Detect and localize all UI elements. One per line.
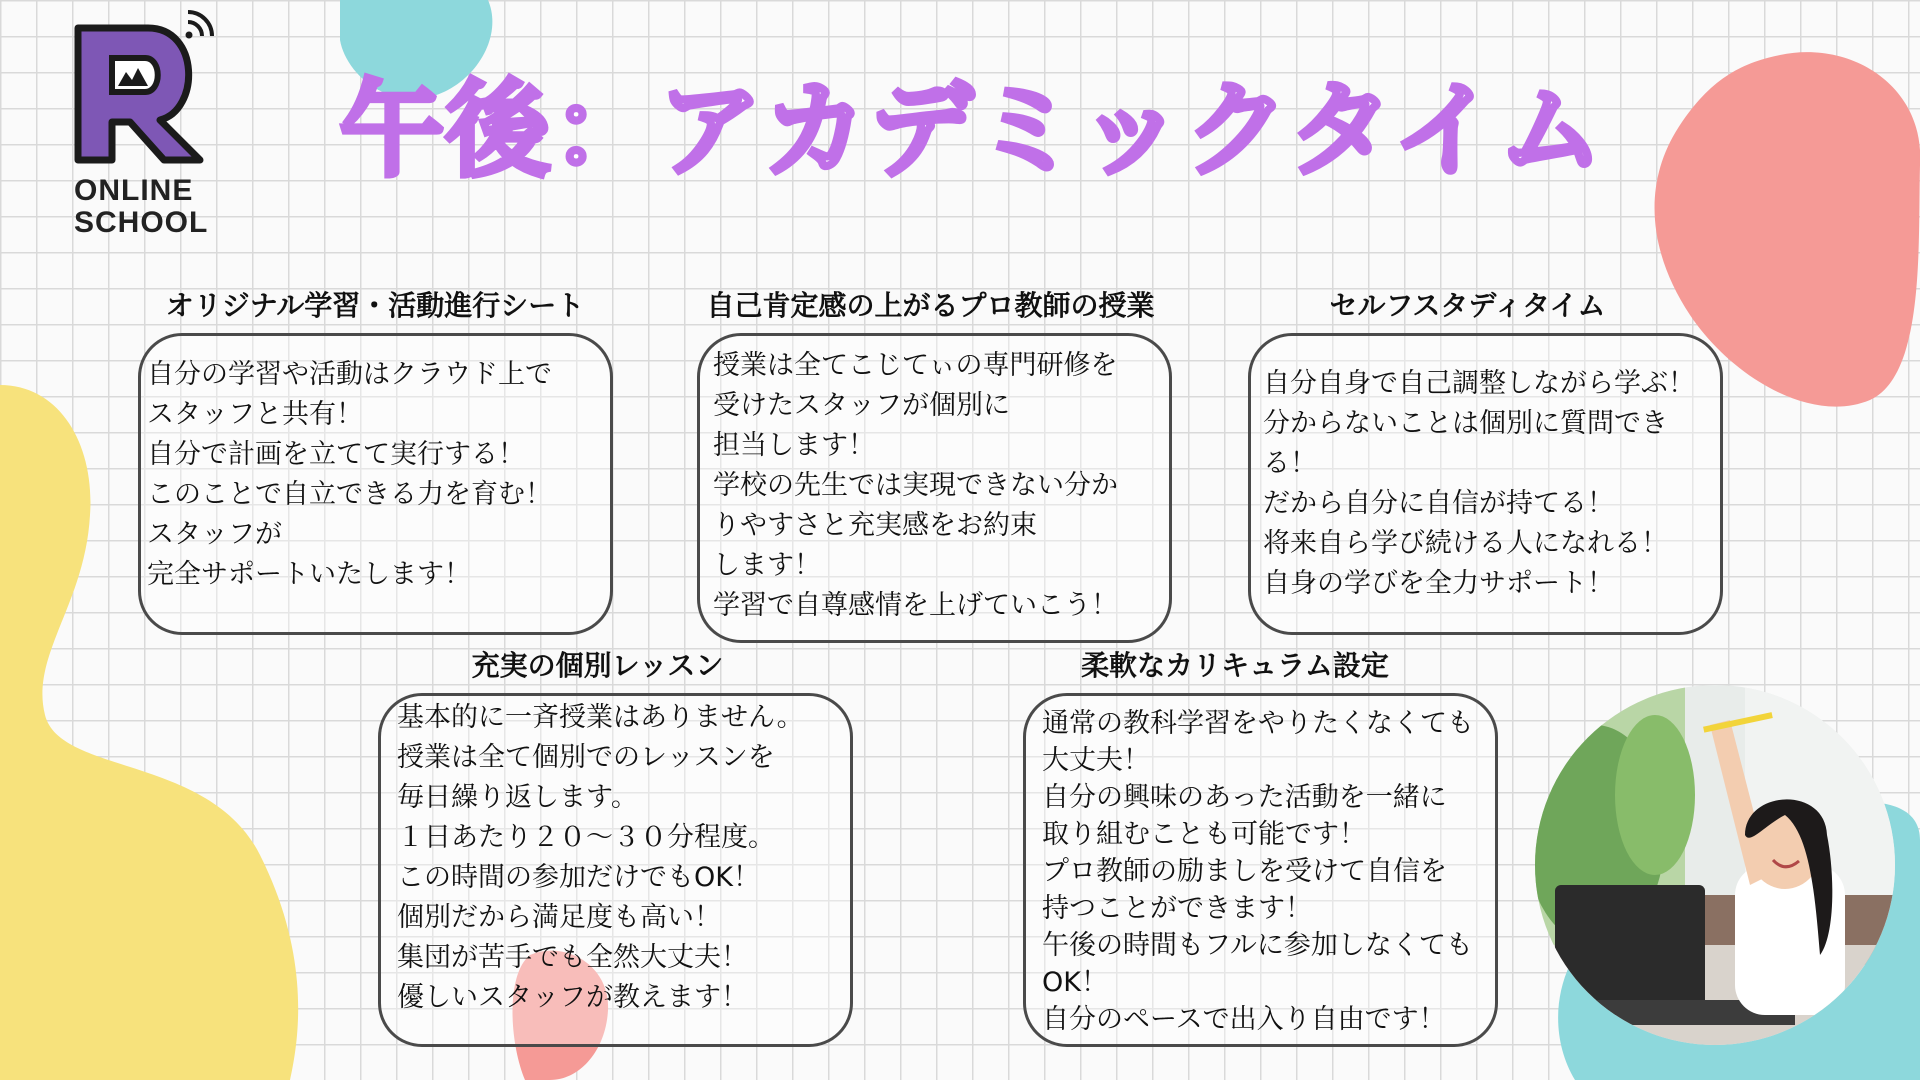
logo-line-2: SCHOOL [74,206,209,239]
section-text-line: プロ教師の励ましを受けて自信を [1042,856,1447,887]
section-text-line: 基本的に一斉授業はありません。 [397,702,804,733]
section-box-individual-lesson [378,693,853,1047]
section-text-line: りやすさと充実感をお約束 [713,510,1037,541]
section-text-line: 授業は全て個別でのレッスンを [397,742,775,773]
section-box-flexible-curriculum [1023,693,1498,1047]
student-at-laptop-image [1535,685,1895,1045]
section-text-line: 完全サポートいたします！ [147,559,471,590]
section-heading-pro-teacher: 自己肯定感の上がるプロ教師の授業 [706,289,1155,322]
section-text-line: します！ [713,550,821,581]
section-text-line: このことで自立できる力を育む！ [147,479,552,510]
section-text-line: 担当します！ [713,430,875,461]
section-text-line: この時間の参加だけでもOK！ [397,862,760,893]
section-text-line: 午後の時間もフルに参加しなくても [1042,930,1473,961]
section-box-self-study [1248,333,1723,635]
section-text-line: 自分自身で自己調整しながら学ぶ！ [1263,368,1695,399]
section-text-line: 学校の先生では実現できない分か [713,470,1118,501]
logo-text [74,175,208,239]
section-text-line: 受けたスタッフが個別に [713,390,1010,421]
section-heading-learning-sheet: オリジナル学習・活動進行シート [165,289,585,322]
section-text-line: １日あたり２０～３０分程度。 [397,822,775,853]
section-text-line: 通常の教科学習をやりたくなくても [1042,708,1474,739]
section-text-line: 個別だから満足度も高い！ [397,902,721,933]
section-text-line: スタッフが [147,519,282,550]
section-text-line: 自分で計画を立てて実行する！ [147,439,525,470]
section-text-line: 毎日繰り返します。 [397,782,638,813]
section-text-line: 持つことができます！ [1042,893,1312,924]
section-text-line: 大丈夫！ [1042,745,1150,776]
section-text-line: 自分の興味のあった活動を一緒に [1042,782,1447,813]
page-title: 午後：アカデミックタイム [340,69,1605,191]
section-text-line: OK！ [1042,967,1108,998]
logo-line-1: ONLINE [74,174,194,207]
section-text-line: 優しいスタッフが教えます！ [397,982,748,1013]
section-heading-self-study: セルフスタディタイム [1329,289,1606,322]
section-text-line: 自分のペースで出入り自由です！ [1042,1004,1446,1035]
section-box-learning-sheet [138,333,613,635]
section-text-line: 学習で自尊感情を上げていこう！ [713,590,1118,621]
section-heading-flexible-curriculum: 柔軟なカリキュラム設定 [1081,649,1389,682]
section-text-line: 取り組むことも可能です！ [1042,819,1366,850]
section-text-line: 自身の学びを全力サポート！ [1263,568,1614,599]
section-heading-individual-lesson: 充実の個別レッスン [471,649,724,682]
section-box-pro-teacher [697,333,1172,643]
section-text-line: る！ [1263,448,1317,479]
section-text-line: 集団が苦手でも全然大丈夫！ [397,942,748,973]
section-text-line: 将来自ら学び続ける人になれる！ [1263,528,1668,559]
section-text-line: だから自分に自信が持てる！ [1263,488,1614,519]
section-text-line: スタッフと共有！ [147,399,363,430]
section-text-line: 分からないことは個別に質問でき [1263,408,1668,439]
section-text-line: 授業は全てこじてぃの専門研修を [713,350,1118,381]
section-text-line: 自分の学習や活動はクラウド上で [147,359,552,390]
student-photo [1535,685,1895,1045]
